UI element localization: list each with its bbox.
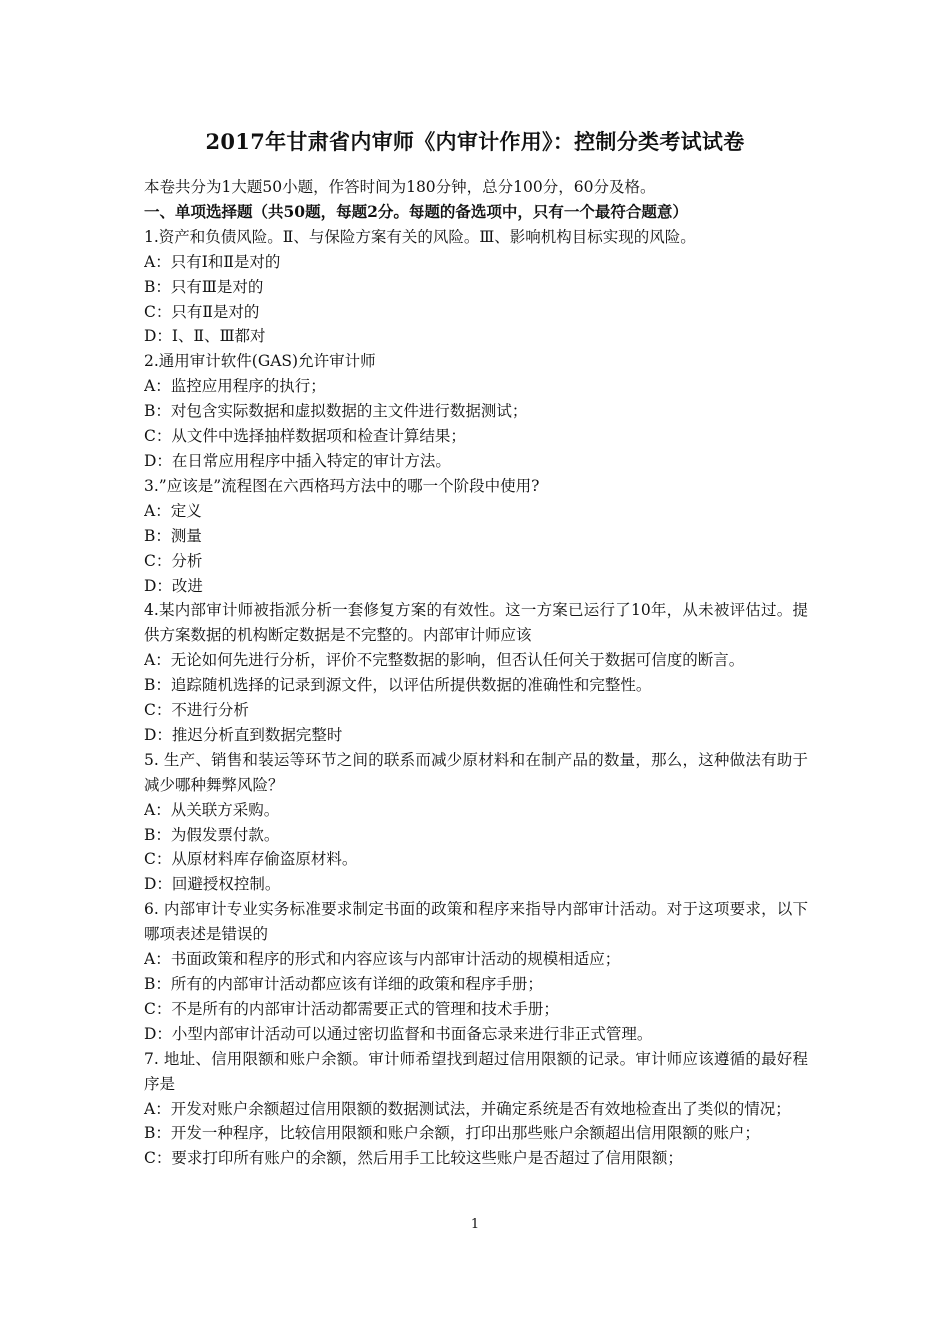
option-d: D：小型内部审计活动可以通过密切监督和书面备忘录来进行非正式管理。 xyxy=(144,1024,653,1043)
option-b: B：追踪随机选择的记录到源文件，以评估所提供数据的准确性和完整性。 xyxy=(144,676,652,695)
option-b: B：所有的内部审计活动都应该有详细的政策和程序手册； xyxy=(144,975,543,993)
option-c: C：不是所有的内部审计活动都需要正式的管理和技术手册； xyxy=(144,999,559,1018)
question-stem: 2.通用审计软件(GAS)允许审计师 xyxy=(144,352,376,371)
option-a: A：从关联方采购。 xyxy=(144,800,280,819)
option-c: C：从原材料库存偷盗原材料。 xyxy=(144,850,358,869)
page-number: 1 xyxy=(470,1217,480,1232)
option-a: A：无论如何先进行分析，评价不完整数据的影响，但否认任何关于数据可信度的断言。 xyxy=(144,651,745,670)
option-d: D：在日常应用程序中插入特定的审计方法。 xyxy=(144,451,451,470)
page-title: 2017年甘肃省内审师《内审计作用》：控制分类考试试卷 xyxy=(205,129,745,154)
option-c: C：不进行分析 xyxy=(144,701,249,720)
option-b: B：只有Ⅲ是对的 xyxy=(144,277,264,296)
option-d: D：改进 xyxy=(144,576,203,595)
option-b: B：为假发票付款。 xyxy=(144,825,280,844)
option-c: C：分析 xyxy=(144,551,203,570)
option-c: C：从文件中选择抽样数据项和检查计算结果； xyxy=(144,427,466,446)
option-d: D：回避授权控制。 xyxy=(144,875,281,894)
question-2 xyxy=(144,349,808,474)
exam-content xyxy=(144,175,808,1171)
question-stem: 1.资产和负债风险。Ⅱ、与保险方案有关的风险。Ⅲ、影响机构目标实现的风险。 xyxy=(144,227,696,246)
option-a: A：定义 xyxy=(144,501,202,520)
option-c: C：只有Ⅱ是对的 xyxy=(144,302,260,321)
option-a: A：只有Ⅰ和Ⅱ是对的 xyxy=(144,252,281,271)
option-b: B：测量 xyxy=(144,526,202,545)
question-stem: 4.某内部审计师被指派分析一套修复方案的有效性。这一方案已运行了10年，从未被评估过。提供方案数据的机构断定数据是不完整的。内部审计师应该 xyxy=(144,601,808,645)
question-6 xyxy=(144,897,808,1046)
option-d: D：Ⅰ、Ⅱ、Ⅲ都对 xyxy=(144,327,266,346)
option-a: A：监控应用程序的执行； xyxy=(144,377,326,396)
exam-intro: 本卷共分为1大题50小题，作答时间为180分钟，总分100分，60分及格。 xyxy=(144,178,656,196)
question-stem: 6. 内部审计专业实务标准要求制定书面的政策和程序来指导内部审计活动。对于这项要求，以下哪项表述是错误的 xyxy=(144,900,808,944)
option-a: A：书面政策和程序的形式和内容应该与内部审计活动的规模相适应； xyxy=(144,950,621,969)
option-b: B：开发一种程序，比较信用限额和账户余额，打印出那些账户余额超出信用限额的账户； xyxy=(144,1124,760,1143)
option-c: C：要求打印所有账户的余额，然后用手工比较这些账户是否超过了信用限额； xyxy=(144,1149,683,1168)
question-stem: 7. 地址、信用限额和账户余额。审计师希望找到超过信用限额的记录。审计师应该遵循的最好程序是 xyxy=(144,1049,808,1093)
option-d: D：推迟分析直到数据完整时 xyxy=(144,725,343,744)
section-heading: 一、单项选择题（共50题，每题2分。每题的备选项中，只有一个最符合题意） xyxy=(144,201,688,221)
question-stem: 5. 生产、销售和装运等环节之间的联系而减少原材料和在制产品的数量，那么，这种做法有助于减少哪种舞弊风险？ xyxy=(144,750,808,794)
question-7 xyxy=(144,1047,808,1172)
question-1 xyxy=(144,225,808,350)
question-stem: 3.”应该是”流程图在六西格玛方法中的哪一个阶段中使用? xyxy=(144,476,540,495)
option-b: B：对包含实际数据和虚拟数据的主文件进行数据测试； xyxy=(144,402,528,421)
question-5 xyxy=(144,748,808,897)
question-4 xyxy=(144,598,808,747)
option-a: A：开发对账户余额超过信用限额的数据测试法，并确定系统是否有效地检查出了类似的情况； xyxy=(144,1099,791,1118)
question-3 xyxy=(144,474,808,599)
